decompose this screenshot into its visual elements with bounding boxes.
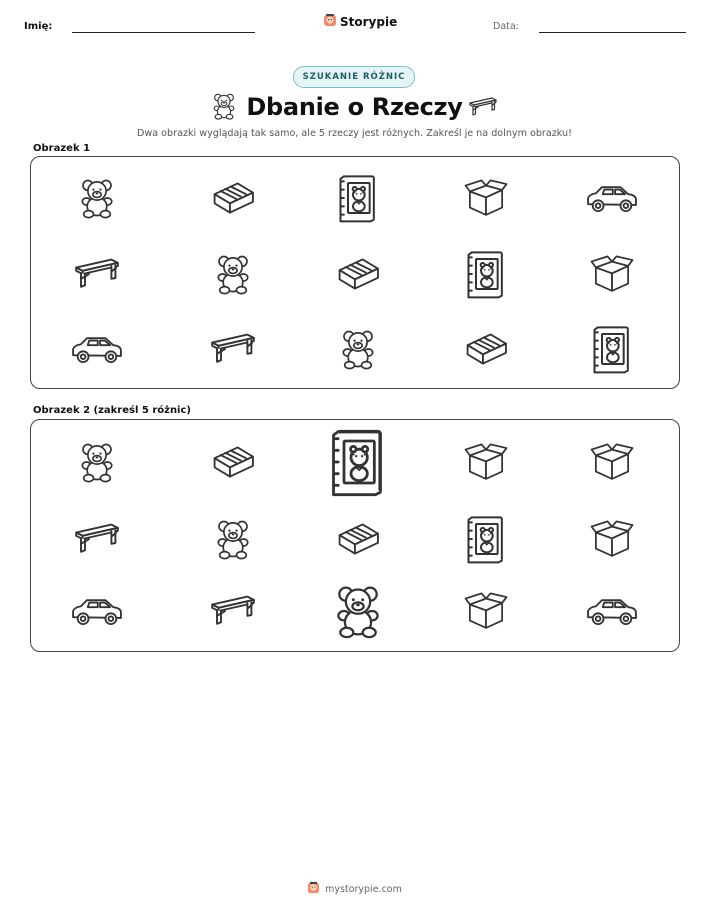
box-icon <box>464 177 508 219</box>
name-label: Imię: <box>24 21 53 32</box>
shelf-icon[interactable] <box>209 593 257 629</box>
car-icon[interactable] <box>585 593 639 629</box>
eraser-icon[interactable] <box>210 442 256 482</box>
box-icon[interactable] <box>464 441 508 483</box>
book-icon <box>591 324 633 374</box>
shelf-icon[interactable] <box>73 521 121 557</box>
teddy-bear-icon <box>76 175 118 221</box>
instructions: Dwa obrazki wyglądają tak samo, ale 5 rzeczy jest różnych. Zakreśl je na dolnym obrazku! <box>137 128 572 139</box>
date-label: Data: <box>493 21 519 32</box>
car-icon[interactable] <box>70 593 124 629</box>
picture-2-label: Obrazek 2 (zakreśl 5 różnic) <box>33 405 191 416</box>
car-icon <box>70 331 124 367</box>
storypie-logo-icon <box>307 881 320 897</box>
shelf-icon <box>209 331 257 367</box>
box-icon[interactable] <box>590 441 634 483</box>
teddy-bear-icon <box>212 251 254 297</box>
footer <box>0 881 709 897</box>
eraser-icon[interactable] <box>335 519 381 559</box>
book-icon <box>465 249 507 299</box>
car-icon <box>585 180 639 216</box>
activity-badge: SZUKANIE RÓŻNIC <box>293 66 415 88</box>
footer-url: mystorypie.com <box>325 883 402 895</box>
eraser-icon <box>335 254 381 294</box>
brand-name: Storypie <box>340 14 398 29</box>
page-title: Dbanie o Rzeczy <box>246 93 463 121</box>
eraser-icon <box>463 329 509 369</box>
picture-1-panel <box>30 156 680 389</box>
shelf-icon <box>73 256 121 292</box>
shelf-icon <box>468 96 498 122</box>
book-icon[interactable] <box>326 427 390 497</box>
teddy-bear-icon <box>337 326 379 372</box>
teddy-bear-icon[interactable] <box>76 439 118 485</box>
book-icon <box>337 173 379 223</box>
eraser-icon <box>210 178 256 218</box>
teddy-bear-icon[interactable] <box>212 516 254 562</box>
book-icon[interactable] <box>465 514 507 564</box>
picture-1-label: Obrazek 1 <box>33 143 91 154</box>
date-field[interactable] <box>539 32 686 33</box>
teddy-bear-icon[interactable] <box>330 577 386 645</box>
name-field[interactable] <box>72 32 255 33</box>
box-icon[interactable] <box>464 590 508 632</box>
picture-2-panel[interactable] <box>30 419 680 652</box>
box-icon[interactable] <box>590 518 634 560</box>
box-icon <box>590 253 634 295</box>
storypie-logo-icon <box>323 13 337 30</box>
brand-logo <box>323 13 397 30</box>
